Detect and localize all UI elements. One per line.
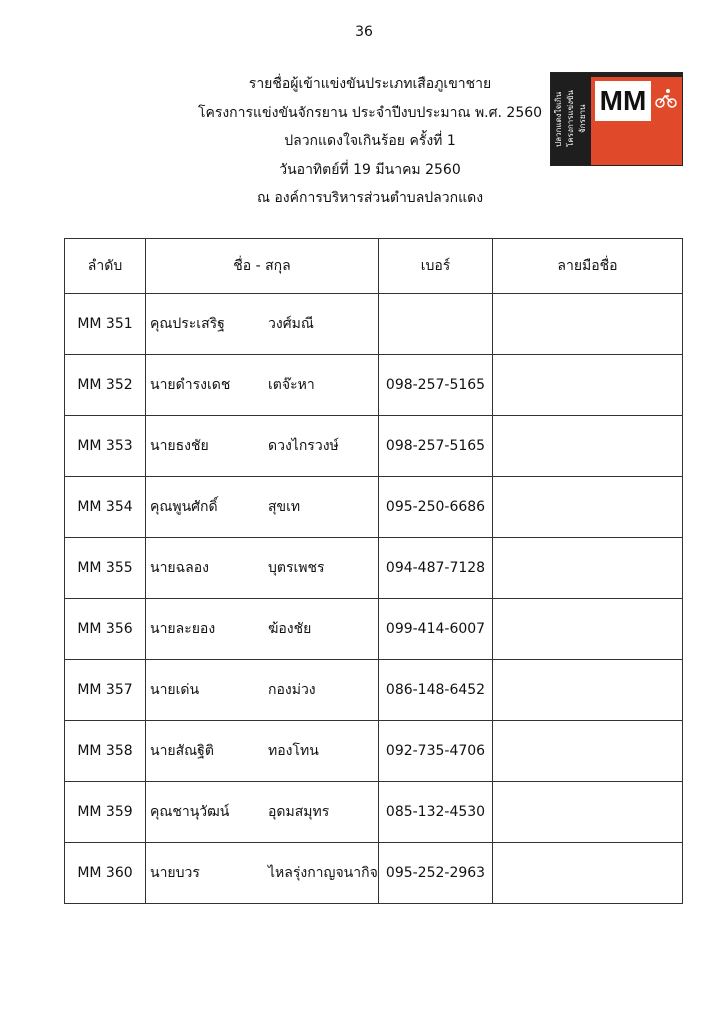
- table-row: [65, 782, 683, 843]
- row-id: MM 360: [65, 843, 146, 904]
- row-first-name: นายธงชัย: [150, 438, 209, 454]
- row-name: [146, 599, 379, 660]
- row-first-name: นายเด่น: [150, 682, 200, 698]
- header-name: ชื่อ - สกุล: [146, 239, 379, 294]
- row-signature: [493, 660, 683, 721]
- row-name: [146, 721, 379, 782]
- row-id: MM 359: [65, 782, 146, 843]
- row-id: MM 353: [65, 416, 146, 477]
- row-phone: 098-257-5165: [379, 355, 493, 416]
- logo-dark-panel: [551, 73, 591, 165]
- row-last-name: กองม่วง: [268, 682, 316, 698]
- row-last-name: ไหลรุ่งกาญจนากิจ: [268, 865, 378, 881]
- row-name: [146, 660, 379, 721]
- row-first-name: นายฉลอง: [150, 560, 209, 576]
- row-first-name: นายดำรงเดช: [150, 377, 231, 393]
- participants-table: [64, 238, 683, 904]
- row-last-name: สุขเท: [268, 499, 301, 515]
- row-id: MM 357: [65, 660, 146, 721]
- header-phone: เบอร์: [379, 239, 493, 294]
- row-last-name: เตจ๊ะหา: [268, 377, 315, 393]
- table-row: [65, 477, 683, 538]
- row-phone: 086-148-6452: [379, 660, 493, 721]
- row-name: [146, 294, 379, 355]
- row-id: MM 352: [65, 355, 146, 416]
- event-logo: [550, 72, 683, 166]
- table-row: [65, 294, 683, 355]
- logo-mm-label: MM: [595, 81, 651, 121]
- row-name: [146, 843, 379, 904]
- header-venue: ณ องค์การบริหารส่วนตำบลปลวกแดง: [256, 190, 484, 206]
- logo-vertical-text: ปลวกแดงใจเกิน โครงการแข่งขันจักรยาน: [554, 90, 587, 148]
- row-phone: 085-132-4530: [379, 782, 493, 843]
- header-date: วันอาทิตย์ที่ 19 มีนาคม 2560: [279, 161, 461, 178]
- table-row: [65, 721, 683, 782]
- table-row: [65, 660, 683, 721]
- row-phone: 095-250-6686: [379, 477, 493, 538]
- row-signature: [493, 294, 683, 355]
- row-phone: 099-414-6007: [379, 599, 493, 660]
- row-name: [146, 416, 379, 477]
- row-signature: [493, 599, 683, 660]
- header-project: โครงการแข่งขันจักรยาน ประจำปีงบประมาณ พ.ศ. 2560: [197, 104, 543, 121]
- row-last-name: ดวงไกรวงษ์: [268, 438, 339, 454]
- row-phone: 092-735-4706: [379, 721, 493, 782]
- table-row: [65, 599, 683, 660]
- row-signature: [493, 721, 683, 782]
- row-phone: 095-252-2963: [379, 843, 493, 904]
- row-last-name: ทองโทน: [268, 743, 319, 759]
- row-first-name: คุณพูนศักดิ์: [150, 499, 218, 515]
- row-name: [146, 355, 379, 416]
- row-name: [146, 782, 379, 843]
- table-row: [65, 416, 683, 477]
- row-last-name: ฆ้องชัย: [268, 621, 312, 637]
- row-signature: [493, 477, 683, 538]
- page-number: 36: [355, 24, 373, 40]
- header-title: รายชื่อผู้เข้าแข่งขันประเภทเสือภูเขาชาย: [248, 76, 492, 92]
- row-signature: [493, 416, 683, 477]
- row-id: MM 351: [65, 294, 146, 355]
- header-signature: ลายมือชื่อ: [493, 239, 683, 294]
- row-last-name: อุดมสมุทร: [268, 804, 330, 820]
- row-phone: 098-257-5165: [379, 416, 493, 477]
- row-signature: [493, 538, 683, 599]
- row-id: MM 358: [65, 721, 146, 782]
- row-id: MM 355: [65, 538, 146, 599]
- row-name: [146, 538, 379, 599]
- document-header: [170, 70, 570, 213]
- table-row: [65, 355, 683, 416]
- header-order: ลำดับ: [65, 239, 146, 294]
- table-header-row: [65, 239, 683, 294]
- row-signature: [493, 782, 683, 843]
- row-signature: [493, 355, 683, 416]
- row-phone: 094-487-7128: [379, 538, 493, 599]
- header-event: ปลวกแดงใจเกินร้อย ครั้งที่ 1: [284, 133, 456, 149]
- row-first-name: คุณชานุวัฒน์: [150, 804, 230, 820]
- row-id: MM 356: [65, 599, 146, 660]
- row-phone: [379, 294, 493, 355]
- row-first-name: นายบวร: [150, 865, 200, 881]
- row-last-name: วงศ์มณี: [268, 316, 314, 332]
- row-last-name: บุตรเพชร: [268, 560, 325, 576]
- row-first-name: นายละยอง: [150, 621, 216, 637]
- row-name: [146, 477, 379, 538]
- table-row: [65, 843, 683, 904]
- row-id: MM 354: [65, 477, 146, 538]
- row-first-name: นายสัณฐิติ: [150, 743, 214, 759]
- row-first-name: คุณประเสริฐ: [150, 316, 225, 332]
- cyclist-icon: [655, 87, 677, 109]
- row-signature: [493, 843, 683, 904]
- table-row: [65, 538, 683, 599]
